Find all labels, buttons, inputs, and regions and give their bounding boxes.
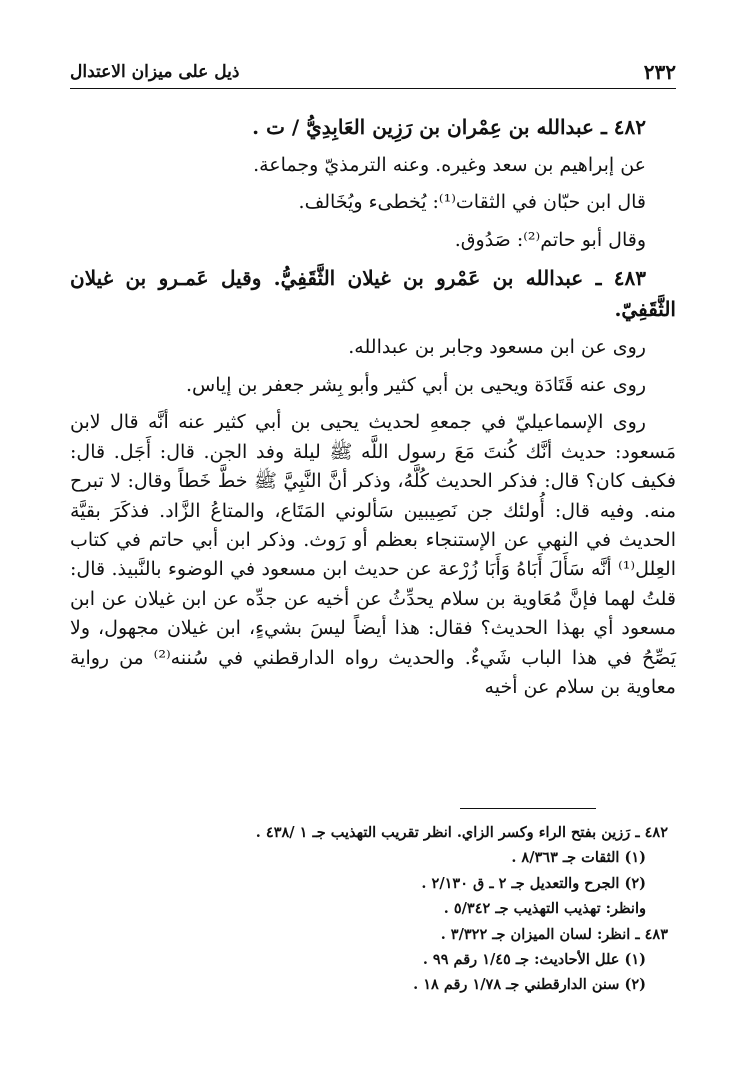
entry-483-line-1: روى عن ابن مسعود وجابر بن عبدالله.	[348, 336, 646, 359]
footnote-482-2: (٢) الجرح والتعديل جـ ٢ ـ ق ٢/١٣٠ .	[421, 874, 646, 892]
entry-483-line-2: روى عنه قَتَادَة ويحيى بن أبي كثير وأبو بِشر جعفر بن إياس.	[185, 373, 646, 396]
footnotes	[70, 820, 676, 998]
entry-483-paragraph: روى الإسماعيليّ في جمعهِ لحديث يحيى بن أبي كثير عنه أنَّه قال لابن مَسعود: حديث أنَّك كُنتَ مَعَ رسول اللَّه ﷺ ليلة وفد الجن. قال: أَجَل. قال: فكيف كان؟ قال: فذكر الحديث كُلَّهُ، وذكر أنَّ النَّبِيَّ ﷺ خطَّ خَطاً وقال: لا تبرح منه. وفيه قال: أُولئك جن نَصِيبين سَألوني المَتَاع، والمتاعُ الزَّاد. فذكَرَ بقيَّة الحديث في النهي عن الإستنجاء بعظم أو رَوث. وذكر ابن أبي حاتم في كتاب العِلل⁽¹⁾ أنَّه سَأَلَ أَبَاهُ وَأَبَا زُرْعة عن حديث ابن مسعود في الوضوء بالنَّبيذ. قال: قلتُ لهما فإنَّ مُعَاوية بن سلام يحدِّثُ عن أخيه عن جدِّه عن ابن غيلان عن ابن مسعود أي بهذا الحديث؟ فقال: هذا أيضاً ليسَ بشيءٍ، ابن غيلان مجهول، ولا يَصِّحُ في هذا الباب شَيءٌ. والحديث رواه الدارقطني في سُننه⁽²⁾ من رواية معاوية بن سلام عن أخيه	[70, 411, 676, 699]
running-title: ذيل على ميزان الاعتدال	[70, 62, 240, 82]
entry-482-heading: ٤٨٢ ـ عبدالله بن عِمْران بن رَزِين العَابِدِيُّ / ت .	[252, 115, 646, 139]
main-text	[70, 112, 676, 711]
footnote-482-3: وانظر: تهذيب التهذيب جـ ٥/٣٤٢ .	[443, 900, 646, 918]
footnote-rule	[460, 808, 596, 809]
entry-482-line-2: قال ابن حبّان في الثقات⁽¹⁾: يُخطىء ويُخَالف.	[298, 191, 646, 214]
footnote-482-main: ٤٨٢ ـ رَزين بفتح الراء وكسر الزاي. انظر تقريب التهذيب جـ ١ /٤٣٨ .	[255, 824, 668, 841]
footnote-483-main: ٤٨٣ ـ انظر: لسان الميزان جـ ٣/٣٢٢ .	[440, 925, 668, 943]
entry-482-line-1: عن إبراهيم بن سعد وغيره. وعنه الترمذيّ وجماعة.	[253, 154, 646, 176]
entry-482-line-3: وقال أبو حاتم⁽²⁾: صَدُوق.	[454, 228, 646, 251]
footnote-483-1: (١) علل الأحاديث: جـ ١/٤٥ رقم ٩٩ .	[422, 950, 646, 968]
header-rule	[70, 88, 676, 89]
running-header	[70, 58, 676, 86]
entry-483-heading: ٤٨٣ ـ عبدالله بن عَمْرو بن غيلان الثَّقَفِيُّ. وقيل عَمـرو بن غيلان الثَّقَفِيّ.	[70, 266, 676, 322]
page-number: ٢٣٢	[643, 60, 676, 84]
footnote-482-1: (١) الثقات جـ ٨/٣٦٣ .	[511, 849, 646, 867]
footnote-483-2: (٢) سنن الدارقطني جـ ١/٧٨ رقم ١٨ .	[413, 976, 646, 994]
